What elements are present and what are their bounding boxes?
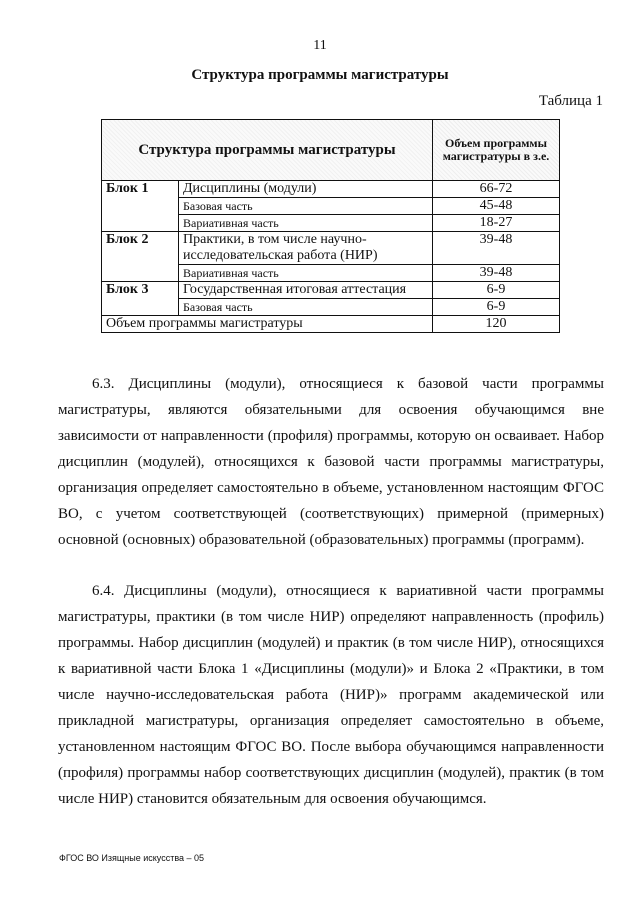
row-label: Базовая часть — [179, 198, 433, 215]
row-label: Дисциплины (модули) — [179, 181, 433, 198]
row-label: Вариативная часть — [179, 215, 433, 232]
row-label: Практики, в том числе научно-исследовательская работа (НИР) — [179, 232, 433, 265]
total-value: 120 — [433, 316, 560, 333]
row-value: 66-72 — [433, 181, 560, 198]
table-row — [102, 282, 560, 299]
row-value: 18-27 — [433, 215, 560, 232]
section-title: Структура программы магистратуры — [191, 67, 449, 83]
block-name: Блок 1 — [102, 181, 179, 232]
paragraph-6-4: 6.4. Дисциплины (модули), относящиеся к вариативной части программы магистратуры, практики (в том числе НИР) определяют направленность (профиль) программы. Набор дисциплин (модулей) и практик (в том числе НИР), относящихся к вариативной части Блока 1 «Дисциплины (модули)» и Блока 2 «Практики, в том числе научно-исследовательская работа (НИР)» программ академической или прикладной магистратуры, организация определяет самостоятельно в объеме, установленном настоящим ФГОС ВО. После выбора обучающимся направленности (профиля) программы набор соответствующих дисциплин (модулей), практик (в том числе НИР) становится обязательным для освоения обучающимся. — [58, 583, 604, 807]
row-label: Базовая часть — [179, 299, 433, 316]
block-name: Блок 2 — [102, 232, 179, 282]
table-header-row — [102, 120, 560, 181]
row-value: 6-9 — [433, 299, 560, 316]
page-number: 11 — [313, 38, 327, 53]
block-name: Блок 3 — [102, 282, 179, 316]
page-footer: ФГОС ВО Изящные искусства – 05 — [59, 853, 205, 863]
program-structure-table — [101, 119, 560, 333]
row-value: 6-9 — [433, 282, 560, 299]
row-label: Вариативная часть — [179, 265, 433, 282]
header-structure: Структура программы магистратуры — [102, 120, 433, 181]
table-row — [102, 181, 560, 198]
row-label: Государственная итоговая аттестация — [179, 282, 433, 299]
paragraph-6-3: 6.3. Дисциплины (модули), относящиеся к базовой части программы магистратуры, являются обязательными для освоения обучающимся вне зависимости от направленности (профиля) программы, которую он осваивает. Набор дисциплин (модулей), относящихся к базовой части программы магистратуры, организация определяет самостоятельно в объеме, установленном настоящим ФГОС ВО, с учетом соответствующей (соответствующих) примерной (примерных) основной (основных) образовательной (образовательных) программы (программ). — [58, 376, 604, 548]
total-label: Объем программы магистратуры — [102, 316, 433, 333]
table-total-row — [102, 316, 560, 333]
row-value: 45-48 — [433, 198, 560, 215]
table-label: Таблица 1 — [538, 93, 603, 109]
table-row — [102, 232, 560, 265]
row-value: 39-48 — [433, 232, 560, 265]
header-volume: Объем программы магистратуры в з.е. — [433, 120, 560, 181]
row-value: 39-48 — [433, 265, 560, 282]
